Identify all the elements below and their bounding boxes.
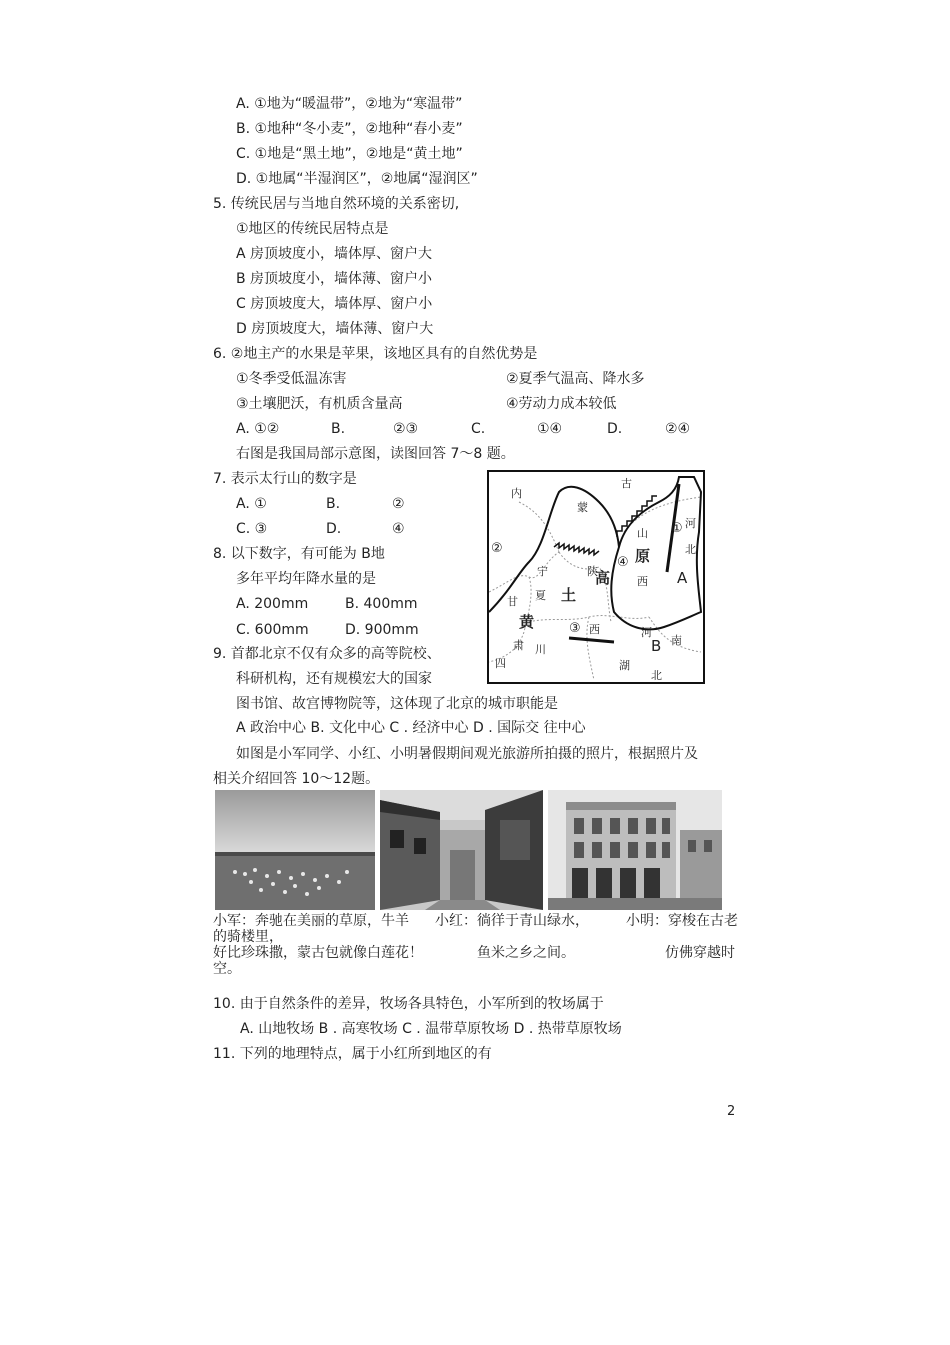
q4-option-a: A. ①地为“暖温带”，②地为“寒温带” <box>236 96 463 112</box>
map-label-xi-s: 西 <box>589 623 600 636</box>
page-number: 2 <box>727 1104 736 1119</box>
map-label-shan-v: 山 <box>637 527 648 540</box>
q9-options: A 政治中心 B. 文化中心 C . 经济中心 D . 国际交 往中心 <box>236 720 586 736</box>
map-marker-3: ③ <box>569 621 581 636</box>
q7-option-a: A. ① <box>236 496 267 512</box>
q9-stem: 9. 首都北京不仅有众多的高等院校、 <box>213 646 441 662</box>
map-label-chuan: 川 <box>535 643 546 656</box>
map-label-nan: 南 <box>671 634 682 647</box>
caption-xiaohong-1: 小红：徜徉于青山绿水， <box>435 913 589 929</box>
q7-stem: 7. 表示太行山的数字是 <box>213 471 357 487</box>
caption-xiaohong-2: 鱼米之乡之间。 <box>477 945 575 961</box>
q8-option-b: B. 400mm <box>345 596 418 612</box>
map-label-si: 四 <box>495 657 506 670</box>
q8-option-a: A. 200mm <box>236 596 309 612</box>
caption-xiaoming-1: 小明：穿梭在古老 <box>626 913 738 929</box>
map-label-huang: 黄 <box>519 613 535 631</box>
map-label-gan: 甘 <box>507 595 518 608</box>
q6-option-c: C. <box>471 421 486 437</box>
q10-stem: 10. 由于自然条件的差异，牧场各具特色，小军所到的牧场属于 <box>213 996 604 1012</box>
arcade-building-photo <box>548 790 722 910</box>
map-label-A: A <box>677 569 688 587</box>
photo-intro: 如图是小军同学、小红、小明暑假期间观光旅游所拍摄的照片，根据照片及 <box>236 746 698 762</box>
map-label-he-b: 河 <box>641 626 652 639</box>
caption-xiaojun-1: 小军：奔驰在美丽的草原，牛羊 <box>213 913 409 929</box>
map-label-meng: 蒙 <box>577 501 588 514</box>
map-marker-2: ② <box>491 541 503 556</box>
map-label-nei: 内 <box>511 487 522 500</box>
q7-option-d-value: ④ <box>392 521 405 537</box>
map-label-yuan: 原 <box>635 547 651 565</box>
caption-xiaoming-4: 空。 <box>213 961 241 977</box>
map-marker-1: ① <box>671 521 683 536</box>
map-intro: 右图是我国局部示意图，读图回答 7～8 题。 <box>236 446 515 462</box>
q5-option-c: C 房顶坡度大，墙体厚、窗户小 <box>236 296 433 312</box>
q6-item-3: ③土壤肥沃，有机质含量高 <box>236 396 403 412</box>
q6-item-1: ①冬季受低温冻害 <box>236 371 347 387</box>
q8-option-c: C. 600mm <box>236 622 309 638</box>
china-region-map <box>487 470 705 684</box>
map-label-he-top: 河 <box>685 517 696 530</box>
q4-option-c: C. ①地是“黑土地”，②地是“黄土地” <box>236 146 463 162</box>
map-label-B: B <box>651 637 662 655</box>
q7-option-b: B. <box>326 496 341 512</box>
q4-option-d: D. ①地属“半湿润区”，②地属“湿润区” <box>236 171 478 187</box>
caption-xiaoming-2: 的骑楼里， <box>213 929 283 945</box>
q5-stem-2: ①地区的传统民居特点是 <box>236 221 389 237</box>
q6-item-4: ④劳动力成本较低 <box>506 396 617 412</box>
q8-stem-2: 多年平均年降水量的是 <box>236 571 376 587</box>
q6-option-d-value: ②④ <box>665 421 691 437</box>
q5-option-d: D 房顶坡度大，墙体薄、窗户大 <box>236 321 434 337</box>
q6-item-2: ②夏季气温高、降水多 <box>506 371 645 387</box>
q6-option-b: B. <box>331 421 346 437</box>
map-label-gao: 高 <box>595 569 611 587</box>
water-town-photo <box>380 790 543 910</box>
q7-option-d: D. <box>326 521 342 537</box>
caption-xiaojun-2: 好比珍珠撒，蒙古包就像白莲花！ <box>213 945 423 961</box>
map-label-xia: 夏 <box>535 589 546 602</box>
map-label-gu: 古 <box>621 477 632 490</box>
caption-xiaoming-3: 仿佛穿越时 <box>665 945 735 961</box>
grassland-photo <box>215 790 375 910</box>
q9-stem-3: 图书馆、故宫博物院等，这体现了北京的城市职能是 <box>236 696 558 712</box>
q11-stem: 11. 下列的地理特点，属于小红所到地区的有 <box>213 1046 492 1062</box>
q5-stem: 5. 传统民居与当地自然环境的关系密切, <box>213 196 460 212</box>
q6-option-c-value: ①④ <box>537 421 563 437</box>
map-label-bei-top: 北 <box>685 543 696 556</box>
map-label-xi-v: 西 <box>637 575 648 588</box>
q5-option-b: B 房顶坡度小，墙体薄、窗户小 <box>236 271 433 287</box>
q7-option-b-value: ② <box>392 496 405 512</box>
q4-option-b: B. ①地种“冬小麦”，②地种“春小麦” <box>236 121 463 137</box>
photo-intro-2: 相关介绍回答 10～12题。 <box>213 771 380 787</box>
map-label-su: 肃 <box>513 639 524 652</box>
q7-option-c: C. ③ <box>236 521 268 537</box>
q8-stem: 8. 以下数字，有可能为 B地 <box>213 546 385 562</box>
map-label-tu: 土 <box>561 586 577 604</box>
q5-option-a: A 房顶坡度小，墙体厚、窗户大 <box>236 246 433 262</box>
q6-option-a: A. ①② <box>236 421 280 437</box>
q10-options: A. 山地牧场 B . 高寒牧场 C . 温带草原牧场 D . 热带草原牧场 <box>240 1021 622 1037</box>
map-label-ning: 宁 <box>537 565 548 578</box>
map-label-shaan: 陕 <box>587 565 598 578</box>
map-marker-4: ④ <box>617 555 629 570</box>
map-label-hu: 湖 <box>619 659 630 672</box>
q6-stem: 6. ②地主产的水果是苹果，该地区具有的自然优势是 <box>213 346 538 362</box>
q6-option-d: D. <box>607 421 623 437</box>
q6-option-b-value: ②③ <box>393 421 419 437</box>
q8-option-d: D. 900mm <box>345 622 419 638</box>
q9-stem-2: 科研机构，还有规模宏大的国家 <box>236 671 432 687</box>
map-label-bei-b: 北 <box>651 669 662 682</box>
